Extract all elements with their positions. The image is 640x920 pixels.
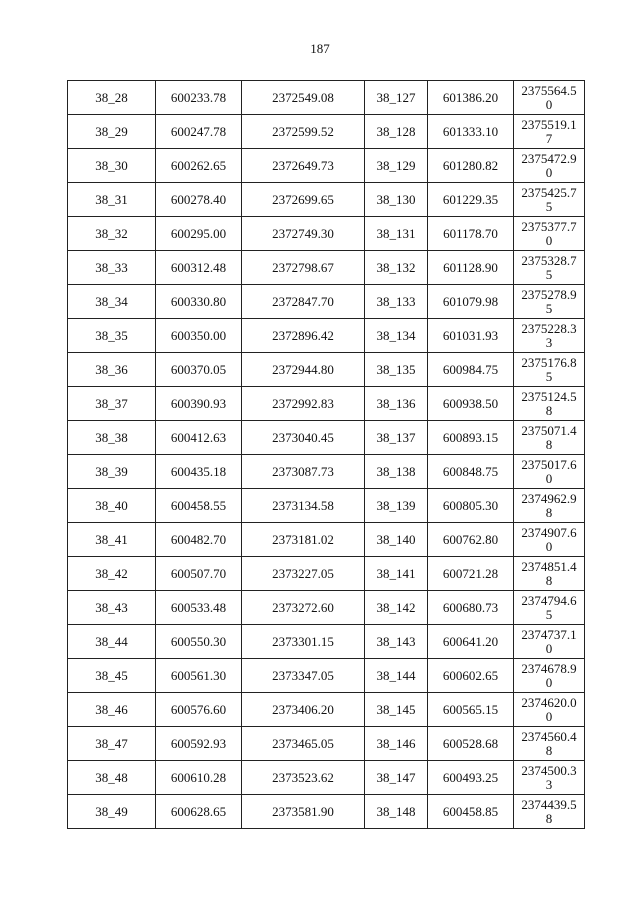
x-coordinate-cell: 600390.93 [156, 387, 242, 421]
y-coordinate-cell: 2373301.15 [242, 625, 365, 659]
table-row [68, 319, 585, 353]
point-id-cell: 38_133 [365, 285, 428, 319]
x-coordinate-cell: 600458.85 [428, 795, 514, 829]
x-coordinate-cell: 600721.28 [428, 557, 514, 591]
y-coordinate-cell: 2372847.70 [242, 285, 365, 319]
x-coordinate-cell: 600848.75 [428, 455, 514, 489]
x-coordinate-cell: 600592.93 [156, 727, 242, 761]
point-id-cell: 38_30 [68, 149, 156, 183]
table-row [68, 591, 585, 625]
y-coordinate-cell: 2372992.83 [242, 387, 365, 421]
point-id-cell: 38_135 [365, 353, 428, 387]
y-coordinate-cell: 2373040.45 [242, 421, 365, 455]
x-coordinate-cell: 600233.78 [156, 81, 242, 115]
point-id-cell: 38_32 [68, 217, 156, 251]
y-coordinate-cell: 2372944.80 [242, 353, 365, 387]
table-row [68, 727, 585, 761]
point-id-cell: 38_130 [365, 183, 428, 217]
y-coordinate-cell: 2372896.42 [242, 319, 365, 353]
point-id-cell: 38_28 [68, 81, 156, 115]
table-row [68, 81, 585, 115]
table-row [68, 557, 585, 591]
y-coordinate-cell: 2373272.60 [242, 591, 365, 625]
x-coordinate-cell: 600641.20 [428, 625, 514, 659]
point-id-cell: 38_131 [365, 217, 428, 251]
point-id-cell: 38_140 [365, 523, 428, 557]
table-row [68, 693, 585, 727]
point-id-cell: 38_45 [68, 659, 156, 693]
y-coordinate-cell: 2374678.9 0 [514, 659, 585, 693]
y-coordinate-cell: 2372798.67 [242, 251, 365, 285]
x-coordinate-cell: 601386.20 [428, 81, 514, 115]
point-id-cell: 38_34 [68, 285, 156, 319]
point-id-cell: 38_29 [68, 115, 156, 149]
point-id-cell: 38_147 [365, 761, 428, 795]
x-coordinate-cell: 600278.40 [156, 183, 242, 217]
x-coordinate-cell: 600528.68 [428, 727, 514, 761]
table-row [68, 625, 585, 659]
table-row [68, 659, 585, 693]
table-row [68, 795, 585, 829]
y-coordinate-cell: 2375472.9 0 [514, 149, 585, 183]
point-id-cell: 38_145 [365, 693, 428, 727]
point-id-cell: 38_142 [365, 591, 428, 625]
point-id-cell: 38_43 [68, 591, 156, 625]
y-coordinate-cell: 2373134.58 [242, 489, 365, 523]
table-row [68, 523, 585, 557]
x-coordinate-cell: 600610.28 [156, 761, 242, 795]
y-coordinate-cell: 2375425.7 5 [514, 183, 585, 217]
x-coordinate-cell: 601079.98 [428, 285, 514, 319]
y-coordinate-cell: 2374962.9 8 [514, 489, 585, 523]
x-coordinate-cell: 601178.70 [428, 217, 514, 251]
x-coordinate-cell: 600350.00 [156, 319, 242, 353]
point-id-cell: 38_33 [68, 251, 156, 285]
point-id-cell: 38_46 [68, 693, 156, 727]
y-coordinate-cell: 2372699.65 [242, 183, 365, 217]
y-coordinate-cell: 2373347.05 [242, 659, 365, 693]
x-coordinate-cell: 600312.48 [156, 251, 242, 285]
x-coordinate-cell: 600565.15 [428, 693, 514, 727]
y-coordinate-cell: 2373523.62 [242, 761, 365, 795]
table-row [68, 489, 585, 523]
y-coordinate-cell: 2373087.73 [242, 455, 365, 489]
y-coordinate-cell: 2375228.3 3 [514, 319, 585, 353]
coordinate-table-body [68, 81, 585, 829]
point-id-cell: 38_144 [365, 659, 428, 693]
point-id-cell: 38_36 [68, 353, 156, 387]
x-coordinate-cell: 600561.30 [156, 659, 242, 693]
y-coordinate-cell: 2372649.73 [242, 149, 365, 183]
y-coordinate-cell: 2373465.05 [242, 727, 365, 761]
x-coordinate-cell: 601280.82 [428, 149, 514, 183]
point-id-cell: 38_41 [68, 523, 156, 557]
y-coordinate-cell: 2372599.52 [242, 115, 365, 149]
point-id-cell: 38_148 [365, 795, 428, 829]
table-row [68, 285, 585, 319]
x-coordinate-cell: 600247.78 [156, 115, 242, 149]
point-id-cell: 38_132 [365, 251, 428, 285]
x-coordinate-cell: 600680.73 [428, 591, 514, 625]
y-coordinate-cell: 2374560.4 8 [514, 727, 585, 761]
point-id-cell: 38_143 [365, 625, 428, 659]
x-coordinate-cell: 600550.30 [156, 625, 242, 659]
table-row [68, 455, 585, 489]
x-coordinate-cell: 600938.50 [428, 387, 514, 421]
point-id-cell: 38_128 [365, 115, 428, 149]
x-coordinate-cell: 601333.10 [428, 115, 514, 149]
x-coordinate-cell: 600507.70 [156, 557, 242, 591]
y-coordinate-cell: 2374907.6 0 [514, 523, 585, 557]
y-coordinate-cell: 2373581.90 [242, 795, 365, 829]
y-coordinate-cell: 2375017.6 0 [514, 455, 585, 489]
x-coordinate-cell: 600482.70 [156, 523, 242, 557]
x-coordinate-cell: 601128.90 [428, 251, 514, 285]
point-id-cell: 38_47 [68, 727, 156, 761]
x-coordinate-cell: 601229.35 [428, 183, 514, 217]
y-coordinate-cell: 2375328.7 5 [514, 251, 585, 285]
y-coordinate-cell: 2373406.20 [242, 693, 365, 727]
y-coordinate-cell: 2374500.3 3 [514, 761, 585, 795]
y-coordinate-cell: 2373181.02 [242, 523, 365, 557]
point-id-cell: 38_38 [68, 421, 156, 455]
y-coordinate-cell: 2375124.5 8 [514, 387, 585, 421]
table-row [68, 761, 585, 795]
point-id-cell: 38_137 [365, 421, 428, 455]
page-number: 187 [310, 41, 330, 56]
y-coordinate-cell: 2375176.8 5 [514, 353, 585, 387]
y-coordinate-cell: 2374737.1 0 [514, 625, 585, 659]
point-id-cell: 38_146 [365, 727, 428, 761]
point-id-cell: 38_40 [68, 489, 156, 523]
x-coordinate-cell: 600262.65 [156, 149, 242, 183]
x-coordinate-cell: 600576.60 [156, 693, 242, 727]
point-id-cell: 38_48 [68, 761, 156, 795]
x-coordinate-cell: 600893.15 [428, 421, 514, 455]
y-coordinate-cell: 2372749.30 [242, 217, 365, 251]
point-id-cell: 38_31 [68, 183, 156, 217]
x-coordinate-cell: 600493.25 [428, 761, 514, 795]
x-coordinate-cell: 600330.80 [156, 285, 242, 319]
table-row [68, 217, 585, 251]
x-coordinate-cell: 600628.65 [156, 795, 242, 829]
x-coordinate-cell: 600412.63 [156, 421, 242, 455]
point-id-cell: 38_129 [365, 149, 428, 183]
table-row [68, 353, 585, 387]
table-row [68, 421, 585, 455]
point-id-cell: 38_141 [365, 557, 428, 591]
y-coordinate-cell: 2374620.0 0 [514, 693, 585, 727]
x-coordinate-cell: 600805.30 [428, 489, 514, 523]
point-id-cell: 38_37 [68, 387, 156, 421]
point-id-cell: 38_49 [68, 795, 156, 829]
coordinate-table [67, 80, 585, 829]
point-id-cell: 38_134 [365, 319, 428, 353]
point-id-cell: 38_136 [365, 387, 428, 421]
point-id-cell: 38_127 [365, 81, 428, 115]
y-coordinate-cell: 2374439.5 8 [514, 795, 585, 829]
y-coordinate-cell: 2374794.6 5 [514, 591, 585, 625]
point-id-cell: 38_138 [365, 455, 428, 489]
y-coordinate-cell: 2375519.1 7 [514, 115, 585, 149]
point-id-cell: 38_139 [365, 489, 428, 523]
point-id-cell: 38_42 [68, 557, 156, 591]
point-id-cell: 38_39 [68, 455, 156, 489]
x-coordinate-cell: 601031.93 [428, 319, 514, 353]
x-coordinate-cell: 600435.18 [156, 455, 242, 489]
table-row [68, 115, 585, 149]
x-coordinate-cell: 600295.00 [156, 217, 242, 251]
y-coordinate-cell: 2375564.5 0 [514, 81, 585, 115]
table-row [68, 251, 585, 285]
x-coordinate-cell: 600984.75 [428, 353, 514, 387]
table-row [68, 149, 585, 183]
x-coordinate-cell: 600533.48 [156, 591, 242, 625]
y-coordinate-cell: 2374851.4 8 [514, 557, 585, 591]
point-id-cell: 38_44 [68, 625, 156, 659]
y-coordinate-cell: 2372549.08 [242, 81, 365, 115]
y-coordinate-cell: 2375377.7 0 [514, 217, 585, 251]
y-coordinate-cell: 2373227.05 [242, 557, 365, 591]
x-coordinate-cell: 600602.65 [428, 659, 514, 693]
x-coordinate-cell: 600762.80 [428, 523, 514, 557]
y-coordinate-cell: 2375278.9 5 [514, 285, 585, 319]
table-row [68, 387, 585, 421]
x-coordinate-cell: 600370.05 [156, 353, 242, 387]
y-coordinate-cell: 2375071.4 8 [514, 421, 585, 455]
x-coordinate-cell: 600458.55 [156, 489, 242, 523]
table-row [68, 183, 585, 217]
point-id-cell: 38_35 [68, 319, 156, 353]
